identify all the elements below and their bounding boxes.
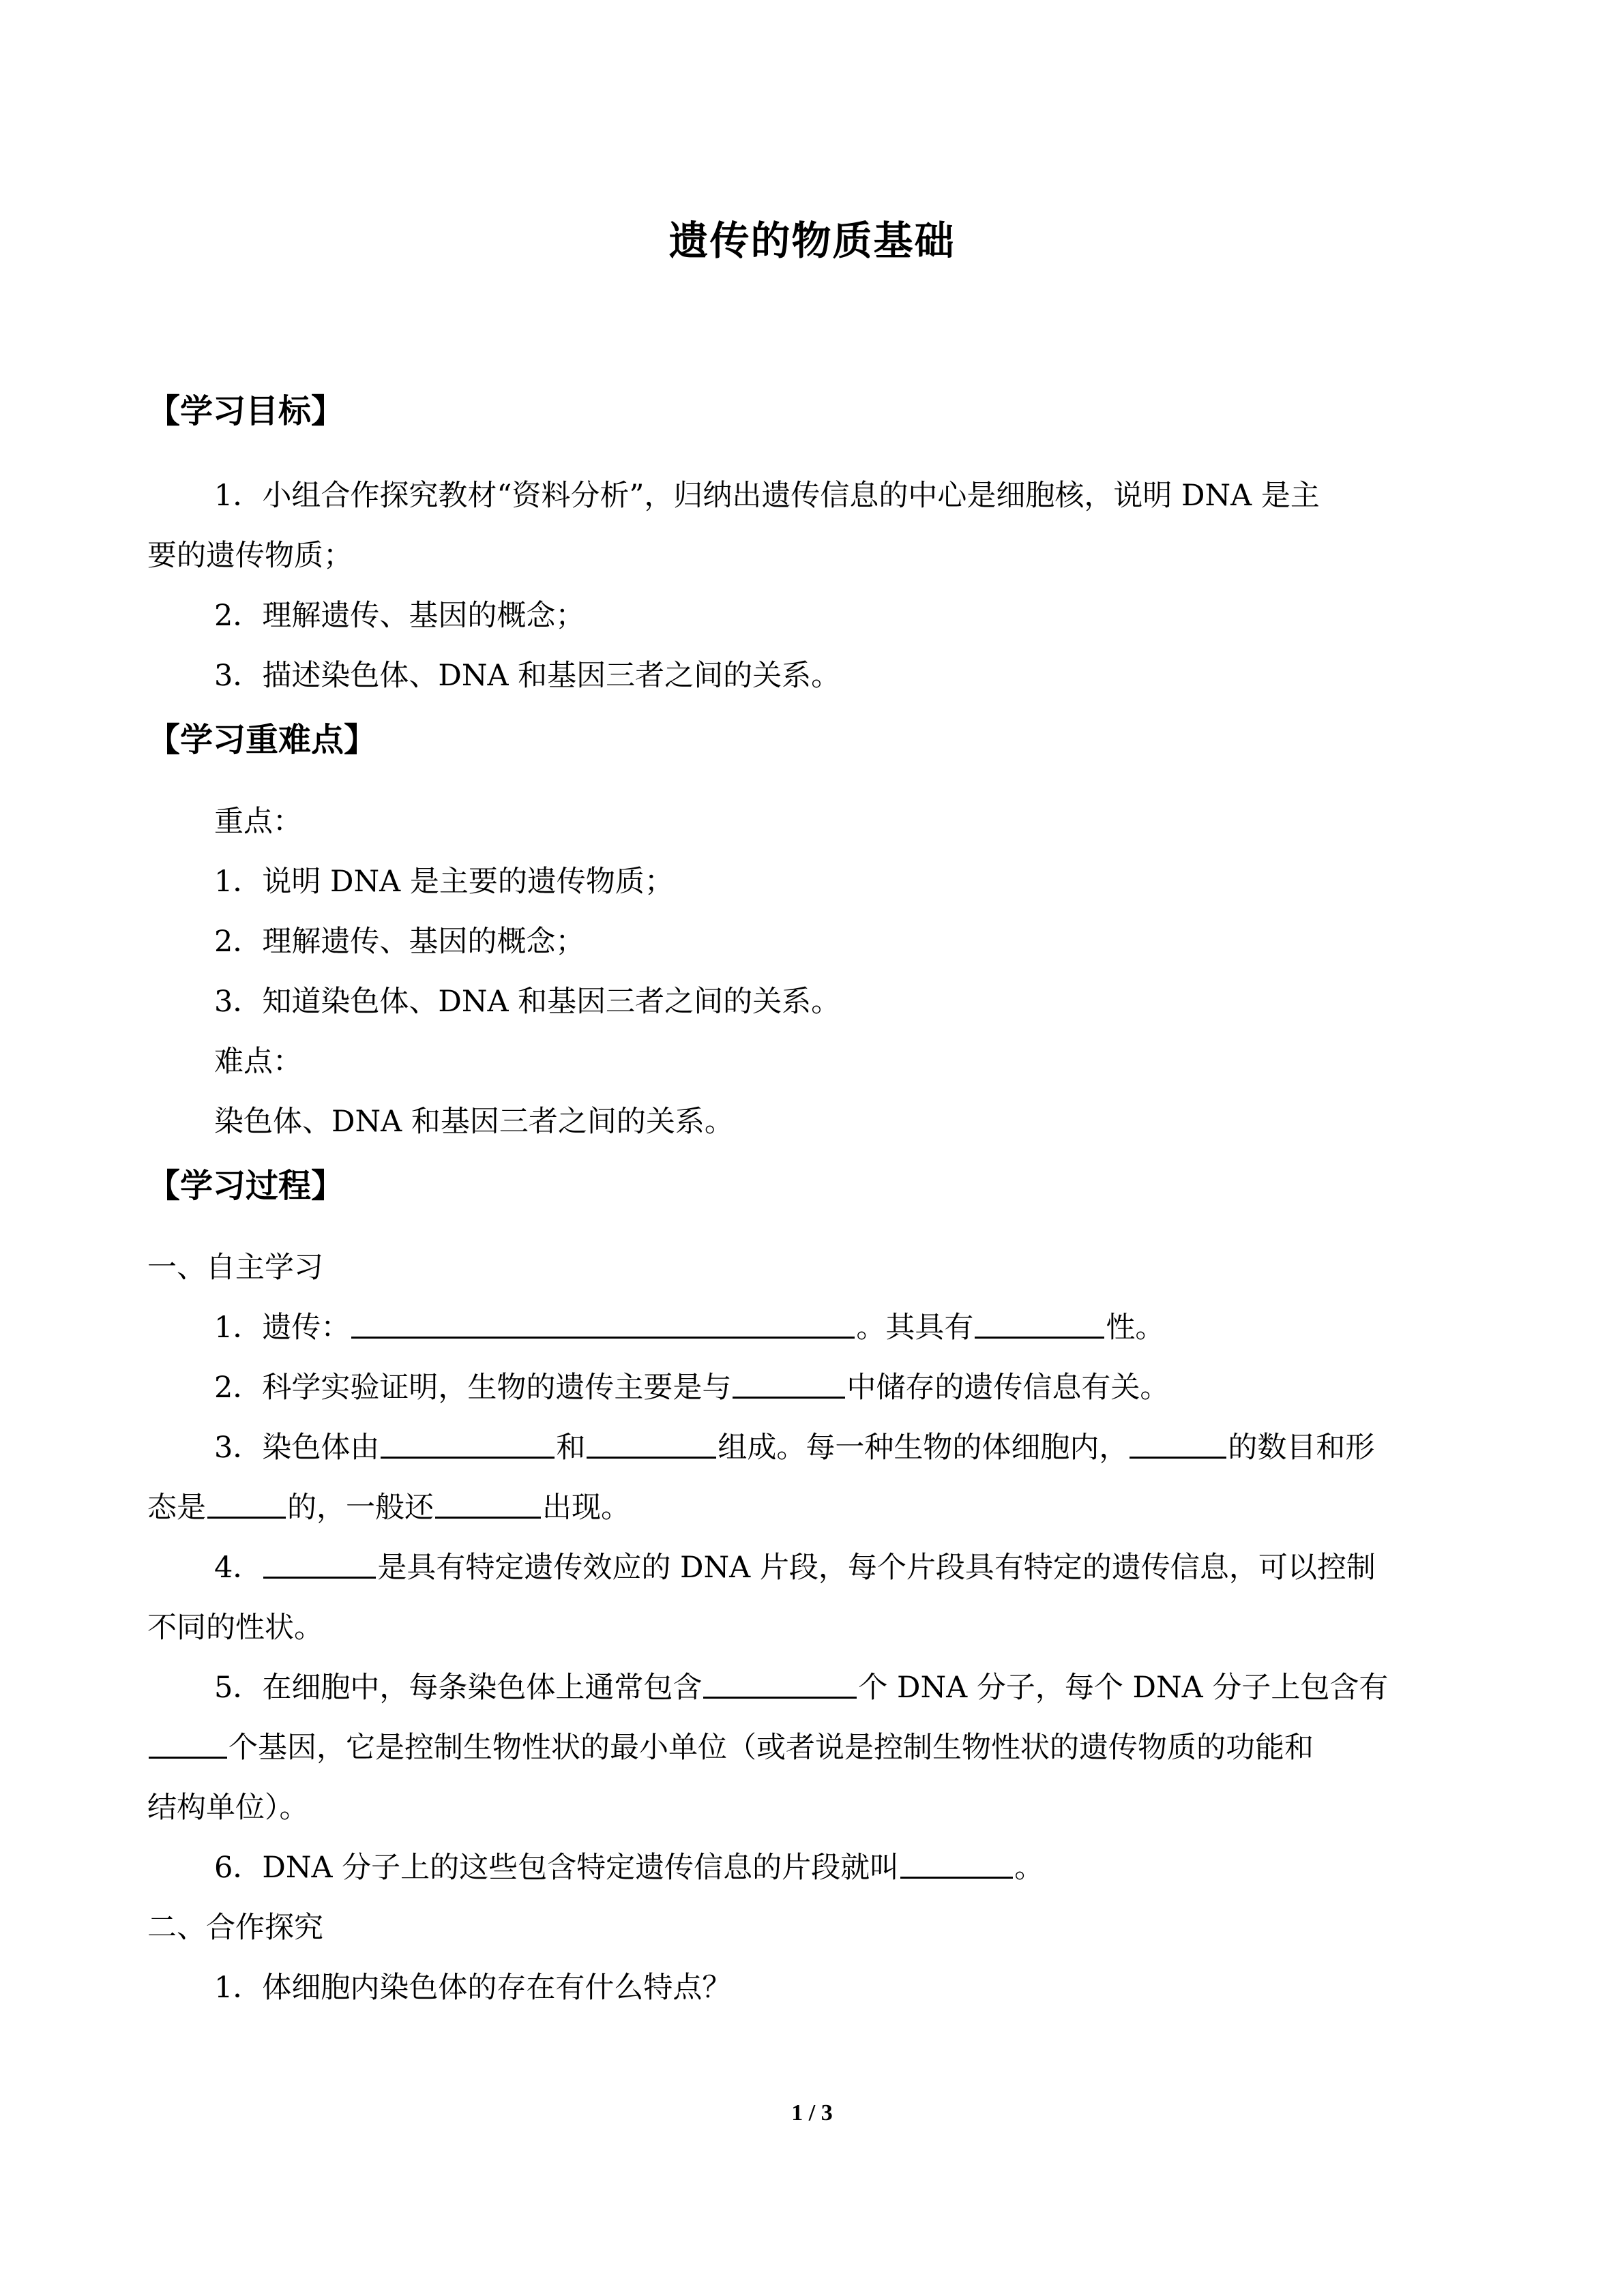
objective-2: 2．理解遗传、基因的概念； [214,599,585,633]
key-points-label: 重点： [214,805,302,839]
question-6: 6．DNA 分子上的这些包含特定遗传信息的片段就叫 。 [214,1851,1044,1885]
fill-blank[interactable] [435,1489,541,1519]
section-heading-key-points: 【学习重难点】 [147,721,377,759]
question-5-line-1: 5．在细胞中，每条染色体上通常包含 个 DNA 分子，每个 DNA 分子上包含有 [214,1671,1389,1705]
fill-blank[interactable] [149,1729,227,1759]
question-3-line-2: 态是 的，一般还 出现。 [147,1491,630,1525]
fill-blank[interactable] [587,1429,716,1459]
fill-blank[interactable] [381,1429,555,1459]
question-2: 2．科学实验证明，生物的遗传主要是与 中储存的遗传信息有关。 [214,1371,1170,1405]
fill-blank[interactable] [703,1669,857,1699]
fill-blank[interactable] [975,1309,1104,1339]
inquiry-question-1: 1．体细胞内染色体的存在有什么特点？ [214,1971,732,2005]
key-point-2: 2．理解遗传、基因的概念； [214,925,585,959]
section-heading-process: 【学习过程】 [147,1167,344,1205]
fill-blank[interactable] [900,1849,1013,1879]
key-point-3: 3．知道染色体、DNA 和基因三者之间的关系。 [214,985,841,1019]
fill-blank[interactable] [351,1309,855,1339]
section-heading-objectives: 【学习目标】 [147,392,344,430]
fill-blank[interactable] [733,1369,845,1399]
fill-blank[interactable] [263,1549,376,1579]
difficult-points-label: 难点： [214,1045,302,1079]
part-self-study: 一、自主学习 [147,1251,323,1285]
question-1: 1．遗传： 。其具有 性。 [214,1311,1165,1345]
question-4-line-1: 4． 是具有特定遗传效应的 DNA 片段，每个片段具有特定的遗传信息，可以控制 [214,1551,1376,1585]
page-number: 1 / 3 [791,2100,833,2126]
key-point-1: 1．说明 DNA 是主要的遗传物质； [214,865,674,899]
part-cooperative-inquiry: 二、合作探究 [147,1911,323,1945]
fill-blank[interactable] [207,1489,286,1519]
question-5-line-2: 个基因，它是控制生物性状的最小单位（或者说是控制生物性状的遗传物质的功能和 [147,1727,1314,1768]
objective-1-line-2: 要的遗传物质； [147,539,353,573]
page-title: 遗传的物质基础 [668,218,956,264]
difficult-point-1: 染色体、DNA 和基因三者之间的关系。 [214,1105,734,1139]
fill-blank[interactable] [1130,1429,1226,1459]
question-3-line-1: 3．染色体由 和 组成。每一种生物的体细胞内， 的数目和形 [214,1431,1375,1465]
question-5-line-3: 结构单位）。 [147,1791,309,1825]
objective-3: 3．描述染色体、DNA 和基因三者之间的关系。 [214,659,841,693]
objective-1-line-1: 1．小组合作探究教材“资料分析”，归纳出遗传信息的中心是细胞核，说明 DNA 是主 [214,479,1320,513]
question-4-line-2: 不同的性状。 [147,1611,323,1645]
